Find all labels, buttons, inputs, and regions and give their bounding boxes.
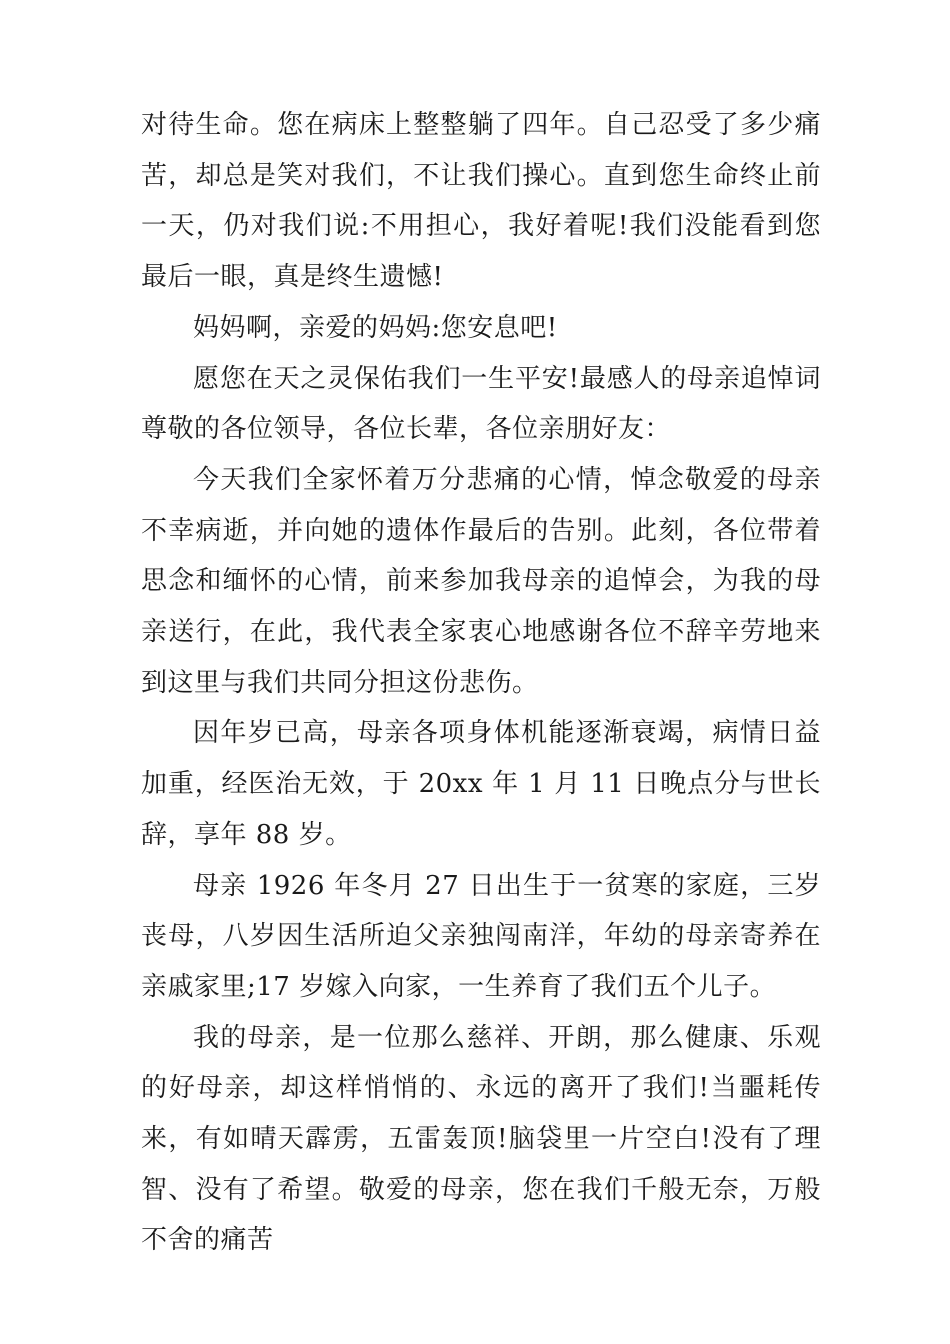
paragraph-1: 对待生命。您在病床上整整躺了四年。自己忍受了多少痛苦，却总是笑对我们，不让我们操心。直到您生命终止前一天，仍对我们说:不用担心，我好着呢!我们没能看到您最后一眼，真是终生遗憾! [141, 110, 821, 293]
document-body [141, 100, 821, 1266]
paragraph-5: 因年岁已高，母亲各项身体机能逐渐衰竭，病情日益加重，经医治无效，于 20xx 年 1 月 11 日晚点分与世长辞，享年 88 岁。 [141, 718, 821, 850]
paragraph-6: 母亲 1926 年冬月 27 日出生于一贫寒的家庭，三岁丧母，八岁因生活所迫父亲独闯南洋，年幼的母亲寄养在亲戚家里;17 岁嫁入向家，一生养育了我们五个儿子。 [141, 870, 821, 1002]
paragraph-7: 我的母亲，是一位那么慈祥、开朗，那么健康、乐观的好母亲，却这样悄悄的、永远的离开了我们!当噩耗传来，有如晴天霹雳，五雷轰顶!脑袋里一片空白!没有了理智、没有了希望。敬爱的母亲，您在我们千般无奈，万般不舍的痛苦 [141, 1022, 821, 1256]
paragraph-2: 妈妈啊，亲爱的妈妈:您安息吧! [193, 312, 558, 343]
paragraph-4: 今天我们全家怀着万分悲痛的心情，悼念敬爱的母亲不幸病逝，并向她的遗体作最后的告别。此刻，各位带着思念和缅怀的心情，前来参加我母亲的追悼会，为我的母亲送行，在此，我代表全家衷心地感谢各位不辞辛劳地来到这里与我们共同分担这份悲伤。 [141, 464, 821, 698]
paragraph-3: 愿您在天之灵保佑我们一生平安!最感人的母亲追悼词尊敬的各位领导，各位长辈，各位亲朋好友： [141, 363, 821, 445]
